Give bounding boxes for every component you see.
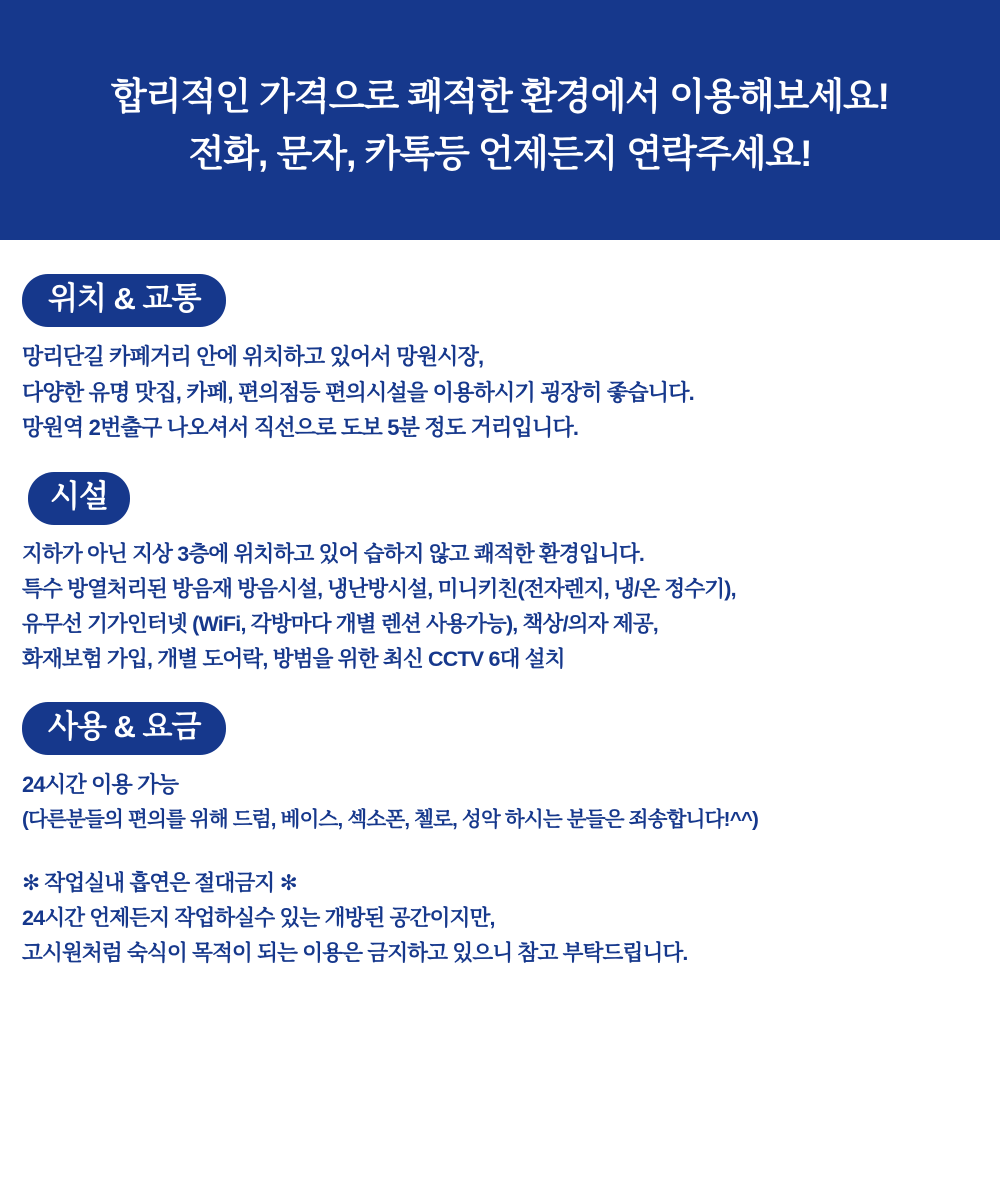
notice-body [22,866,978,970]
text-line: 망리단길 카페거리 안에 위치하고 있어서 망원시장, [22,344,484,370]
notice-no-smoking: ✻ 작업실내 흡연은 절대금지 ✻ [22,871,297,896]
section-facility [22,472,978,676]
section-title-facility: 시설 [28,472,130,525]
text-line: 특수 방열처리된 방음재 방음시설, 냉난방시설, 미니키친(전자렌지, 냉/온 정수기), [22,576,736,601]
spacer [22,844,978,866]
section-body-facility [22,537,978,676]
text-line: 유무선 기가인터넷 (WiFi, 각방마다 개별 렌션 사용가능), 책상/의자 제공, [22,611,658,636]
text-line: 24시간 언제든지 작업하실수 있는 개방된 공간이지만, [22,906,495,931]
header-banner [0,0,1000,240]
text-line: 망원역 2번출구 나오셔서 직선으로 도보 5분 정도 거리입니다. [22,415,579,441]
section-body-usage [22,767,978,836]
content-area [0,240,1000,971]
text-line: (다른분들의 편의를 위해 드럼, 베이스, 섹소폰, 첼로, 성악 하시는 분들은 죄송합니다!^^) [22,808,759,832]
text-line: 고시원처럼 숙식이 목적이 되는 이용은 금지하고 있으니 참고 부탁드립니다. [22,940,688,965]
section-usage [22,702,978,836]
text-line: 24시간 이용 가능 [22,772,179,798]
section-title-usage: 사용 & 요금 [22,702,226,755]
text-line: 지하가 아닌 지상 3층에 위치하고 있어 습하지 않고 쾌적한 환경입니다. [22,542,645,567]
section-body-location [22,339,978,446]
text-line: 화재보험 가입, 개별 도어락, 방범을 위한 최신 CCTV 6대 설치 [22,646,565,671]
banner-line-1: 합리적인 가격으로 쾌적한 환경에서 이용해보세요! [110,75,890,117]
section-location [22,274,978,446]
text-line: 다양한 유명 맛집, 카페, 편의점등 편의시설을 이용하시기 굉장히 좋습니다. [22,379,694,405]
banner-line-2: 전화, 문자, 카톡등 언제든지 연락주세요! [188,133,812,174]
section-notice [22,866,978,970]
section-title-location: 위치 & 교통 [22,274,226,327]
